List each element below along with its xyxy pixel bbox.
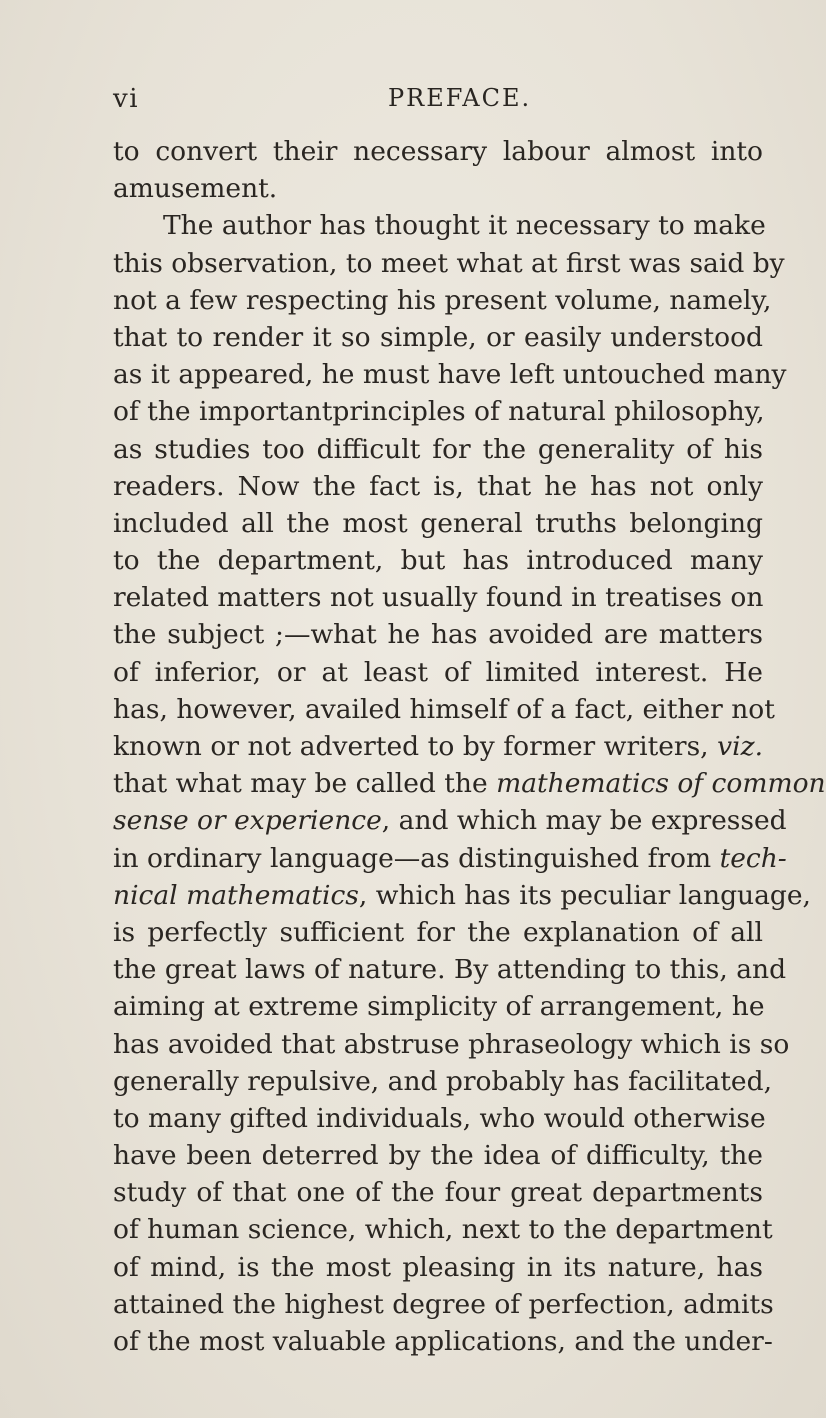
body-text <box>113 133 826 1360</box>
italic-text: sense or experience <box>113 805 382 837</box>
text-segment: , which has its peculiar language, <box>358 879 811 911</box>
text-line <box>113 840 787 877</box>
text-line <box>113 691 775 728</box>
page-number: vi <box>113 84 140 114</box>
text-line <box>113 1137 763 1174</box>
text-line <box>113 170 763 207</box>
text-segment: of inferior, or at least of limited interest. He <box>113 656 763 688</box>
text-segment: that what may be called the <box>113 768 497 800</box>
text-segment: The author has thought it necessary to make <box>163 210 766 242</box>
text-segment: of the most valuable applications, and the under- <box>113 1326 773 1357</box>
text-line <box>113 1174 763 1211</box>
text-line <box>113 802 787 839</box>
text-segment: attained the highest degree of perfection, admits <box>113 1288 774 1320</box>
text-line <box>113 579 763 616</box>
text-segment: not a few respecting his present volume, namely, <box>113 284 772 316</box>
text-line <box>113 1100 766 1137</box>
text-segment: study of that one of the four great departments <box>113 1177 763 1209</box>
text-segment: to the department, but has introduced many <box>113 545 763 577</box>
text-segment: included all the most general truths belonging <box>113 507 763 539</box>
text-line <box>113 245 785 282</box>
text-line <box>113 951 787 988</box>
italic-text: mathematics of common <box>496 768 826 800</box>
text-line <box>113 542 763 579</box>
text-segment: that to render it so simple, or easily understood <box>113 321 763 353</box>
text-segment: to many gifted individuals, who would otherwise <box>113 1102 766 1134</box>
text-line <box>113 207 766 244</box>
text-line <box>113 1286 774 1323</box>
text-segment: related matters not usually found in treatises on <box>113 582 764 614</box>
text-line <box>113 728 763 765</box>
text-segment: have been deterred by the idea of difficulty, the <box>113 1140 763 1172</box>
text-line <box>113 393 763 430</box>
text-segment: of human science, which, next to the department <box>113 1214 773 1246</box>
text-segment: amusement. <box>113 173 278 205</box>
text-line <box>113 988 763 1025</box>
text-line <box>113 133 763 170</box>
text-segment: , and which may be expressed <box>381 805 787 837</box>
text-segment: this observation, to meet what at first was said by <box>113 247 785 279</box>
text-line <box>113 765 826 802</box>
text-line <box>113 319 763 356</box>
text-line <box>113 468 763 505</box>
italic-text: nical mathematics <box>113 879 359 911</box>
text-line <box>113 1026 790 1063</box>
text-segment: has, however, availed himself of a fact, either not <box>113 693 775 725</box>
italic-text: tech- <box>719 842 787 874</box>
italic-text: viz. <box>717 731 763 762</box>
text-segment: is perfectly sufficient for the explanation of all <box>113 916 763 948</box>
text-line <box>113 914 763 951</box>
text-segment: known or not adverted to by former writers, <box>113 731 718 762</box>
text-line <box>113 505 763 542</box>
text-line <box>113 1211 773 1248</box>
text-line <box>113 431 763 468</box>
text-segment: generally repulsive, and probably has facilitated, <box>113 1065 773 1097</box>
running-title: PREFACE. <box>388 84 532 112</box>
running-head <box>113 84 763 124</box>
text-line <box>113 1063 773 1100</box>
text-segment: in ordinary language—as distinguished from <box>113 842 720 874</box>
text-line <box>113 1323 773 1360</box>
text-segment: the great laws of nature. By attending to this, and <box>113 954 787 986</box>
text-segment: to convert their necessary labour almost into <box>113 136 763 167</box>
text-line <box>113 877 811 914</box>
text-line <box>113 356 787 393</box>
text-segment: the subject ;—what he has avoided are matters <box>113 619 763 651</box>
text-line <box>113 1249 763 1286</box>
text-line <box>113 654 763 691</box>
text-segment: as it appeared, he must have left untouched many <box>113 359 787 391</box>
text-line <box>113 616 763 653</box>
text-segment: aiming at extreme simplicity of arrangement, he <box>113 991 765 1023</box>
text-segment: of mind, is the most pleasing in its nature, has <box>113 1251 763 1283</box>
text-line <box>113 282 772 319</box>
text-segment: readers. Now the fact is, that he has not only <box>113 470 763 502</box>
text-segment: has avoided that abstruse phraseology which is so <box>113 1028 790 1060</box>
text-segment: of the importantprinciples of natural philosophy, <box>113 396 765 428</box>
text-segment: as studies too difficult for the generality of his <box>113 433 763 465</box>
